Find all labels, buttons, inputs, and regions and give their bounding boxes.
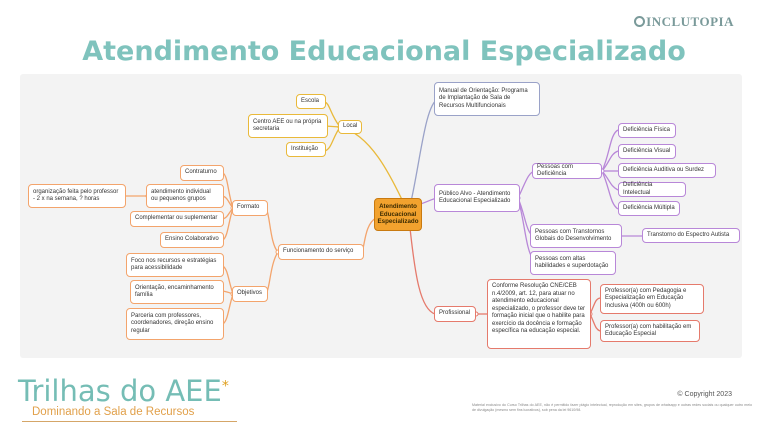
node-orientacao <box>130 280 224 304</box>
node-instituicao <box>286 142 326 157</box>
star-icon: * <box>221 378 229 395</box>
node-funcionamento-label: Funcionamento do serviço <box>283 248 354 255</box>
node-parceria <box>126 308 224 340</box>
edge-def-multipla <box>602 171 618 209</box>
node-def-intelectual-label: Deficiência Intelectual <box>623 182 653 196</box>
footer-title-text: Trilhas do AEE <box>18 374 222 408</box>
edge-def-intelectual <box>602 171 618 190</box>
node-publico-alvo <box>434 184 520 212</box>
node-resolucao <box>487 279 591 349</box>
node-objetivos-label: Objetivos <box>237 290 263 297</box>
node-objetivos <box>232 286 268 302</box>
node-contraturno <box>180 165 224 181</box>
node-individual <box>146 184 224 208</box>
node-resolucao-label: Conforme Resolução CNE/CEB n.4/2009, art. 12, para atuar no atendimento educacional especializado, o professor deve ter formação inicial que o habilite para exercício da docência e formação específica na educação especial. <box>492 283 586 334</box>
edge-center-local <box>340 127 405 206</box>
node-organizacao <box>28 184 126 208</box>
mind-map <box>20 74 742 358</box>
node-altas-habilidades-label: Pessoas com altas habilidades e superdotação <box>535 255 609 269</box>
node-def-auditiva <box>618 163 716 178</box>
node-prof-pedagogia-label: Professor(a) com Pedagogia e Especialização em Educação Inclusiva (400h ou 600h) <box>605 287 687 309</box>
node-contraturno-label: Contraturno <box>185 169 217 176</box>
brand-name: INCLUTOPIA <box>646 14 734 29</box>
copyright-text: Copyright 2023 <box>684 391 732 398</box>
edge-funcionamento-objetivos <box>266 252 278 294</box>
node-funcionamento <box>278 244 364 260</box>
node-parceria-label: Parceria com professores, coordenadores, direção ensino regular <box>131 312 214 334</box>
center-node <box>374 198 422 231</box>
node-prof-habilitacao <box>600 320 700 342</box>
edge-resolucao-habilitacao <box>590 314 600 331</box>
edge-funcionamento-formato <box>266 208 278 252</box>
node-complementar <box>130 211 224 227</box>
node-instituicao-label: Instituição <box>291 145 319 152</box>
page-title: Atendimento Educacional Especializado <box>82 36 686 67</box>
node-transtornos <box>530 224 622 248</box>
node-transtornos-label: Pessoas com Transtornos Globais do Desenvolvimento <box>535 228 612 242</box>
node-escola <box>296 94 326 109</box>
node-colaborativo-label: Ensino Colaborativo <box>165 236 219 243</box>
node-profissional <box>434 306 476 322</box>
edge-resolucao-pedagogia <box>590 298 600 314</box>
node-prof-pedagogia <box>600 284 704 314</box>
edge-center-profissional <box>410 228 435 314</box>
footer-divider <box>22 421 237 422</box>
center-label: Atendimento Educacional Especializado <box>377 202 419 226</box>
node-centro-aee <box>248 114 328 138</box>
node-espectro-label: Transtorno do Espectro Autista <box>647 231 730 238</box>
node-local-label: Local <box>343 123 358 130</box>
node-def-multipla-label: Deficiência Múltipla <box>623 204 675 211</box>
node-espectro <box>642 228 740 243</box>
node-colaborativo <box>160 232 224 248</box>
node-manual-label: Manual de Orientação: Programa de Implantação de Sala de Recursos Multifuncionais <box>439 87 528 109</box>
node-def-visual-label: Deficiência Visual <box>623 147 671 154</box>
node-def-visual <box>618 144 676 159</box>
node-foco <box>126 253 224 277</box>
node-publico-alvo-label: Público Alvo - Atendimento Educacional Especializado <box>439 190 511 204</box>
copyright-icon: © <box>677 391 685 398</box>
node-altas-habilidades <box>530 251 616 275</box>
node-formato <box>232 200 268 216</box>
copyright <box>677 391 732 398</box>
node-pessoas-deficiencia <box>532 163 602 179</box>
node-profissional-label: Profissional <box>439 310 471 317</box>
node-def-fisica-label: Deficiência Física <box>623 126 671 133</box>
disclaimer: Material exclusivo do Curso Trilhas do AEE, não é permitido fazer plágio intelectual, reprodução em sites, grupos de whatsapp e outras redes sociais ou qualquer outro meio de divulgação (mesmo sem fins lucrativos), sob pena da lei 9610/98. <box>472 403 752 413</box>
node-foco-label: Foco nos recursos e estratégias para acessibilidade <box>131 257 217 271</box>
node-manual <box>434 82 540 116</box>
node-formato-label: Formato <box>237 204 260 211</box>
node-complementar-label: Complementar ou suplementar <box>135 215 218 222</box>
node-escola-label: Escola <box>301 97 320 104</box>
node-local <box>338 120 362 134</box>
footer-title <box>18 374 229 408</box>
logo-icon <box>634 16 645 27</box>
node-pessoas-deficiencia-label: Pessoas com Deficiência <box>537 163 574 177</box>
node-def-intelectual <box>618 182 686 197</box>
edge-def-fisica <box>602 130 618 171</box>
node-def-fisica <box>618 123 676 138</box>
node-orientacao-label: Orientação, encaminhamento família <box>135 284 214 298</box>
node-centro-aee-label: Centro AEE ou na própria secretaria <box>253 118 322 132</box>
node-def-auditiva-label: Deficiência Auditiva ou Surdez <box>623 166 705 173</box>
node-individual-label: atendimento individual ou pequenos grupos <box>151 188 211 202</box>
brand-logo <box>634 14 734 30</box>
edge-def-visual <box>602 151 618 171</box>
node-prof-habilitacao-label: Professor(a) com habilitação em Educação Especial <box>605 323 692 337</box>
node-organizacao-label: organização feita pelo professor - 2 x na semana, ? horas <box>33 188 119 202</box>
footer-subtitle: Dominando a Sala de Recursos <box>32 406 195 418</box>
node-def-multipla <box>618 201 680 216</box>
